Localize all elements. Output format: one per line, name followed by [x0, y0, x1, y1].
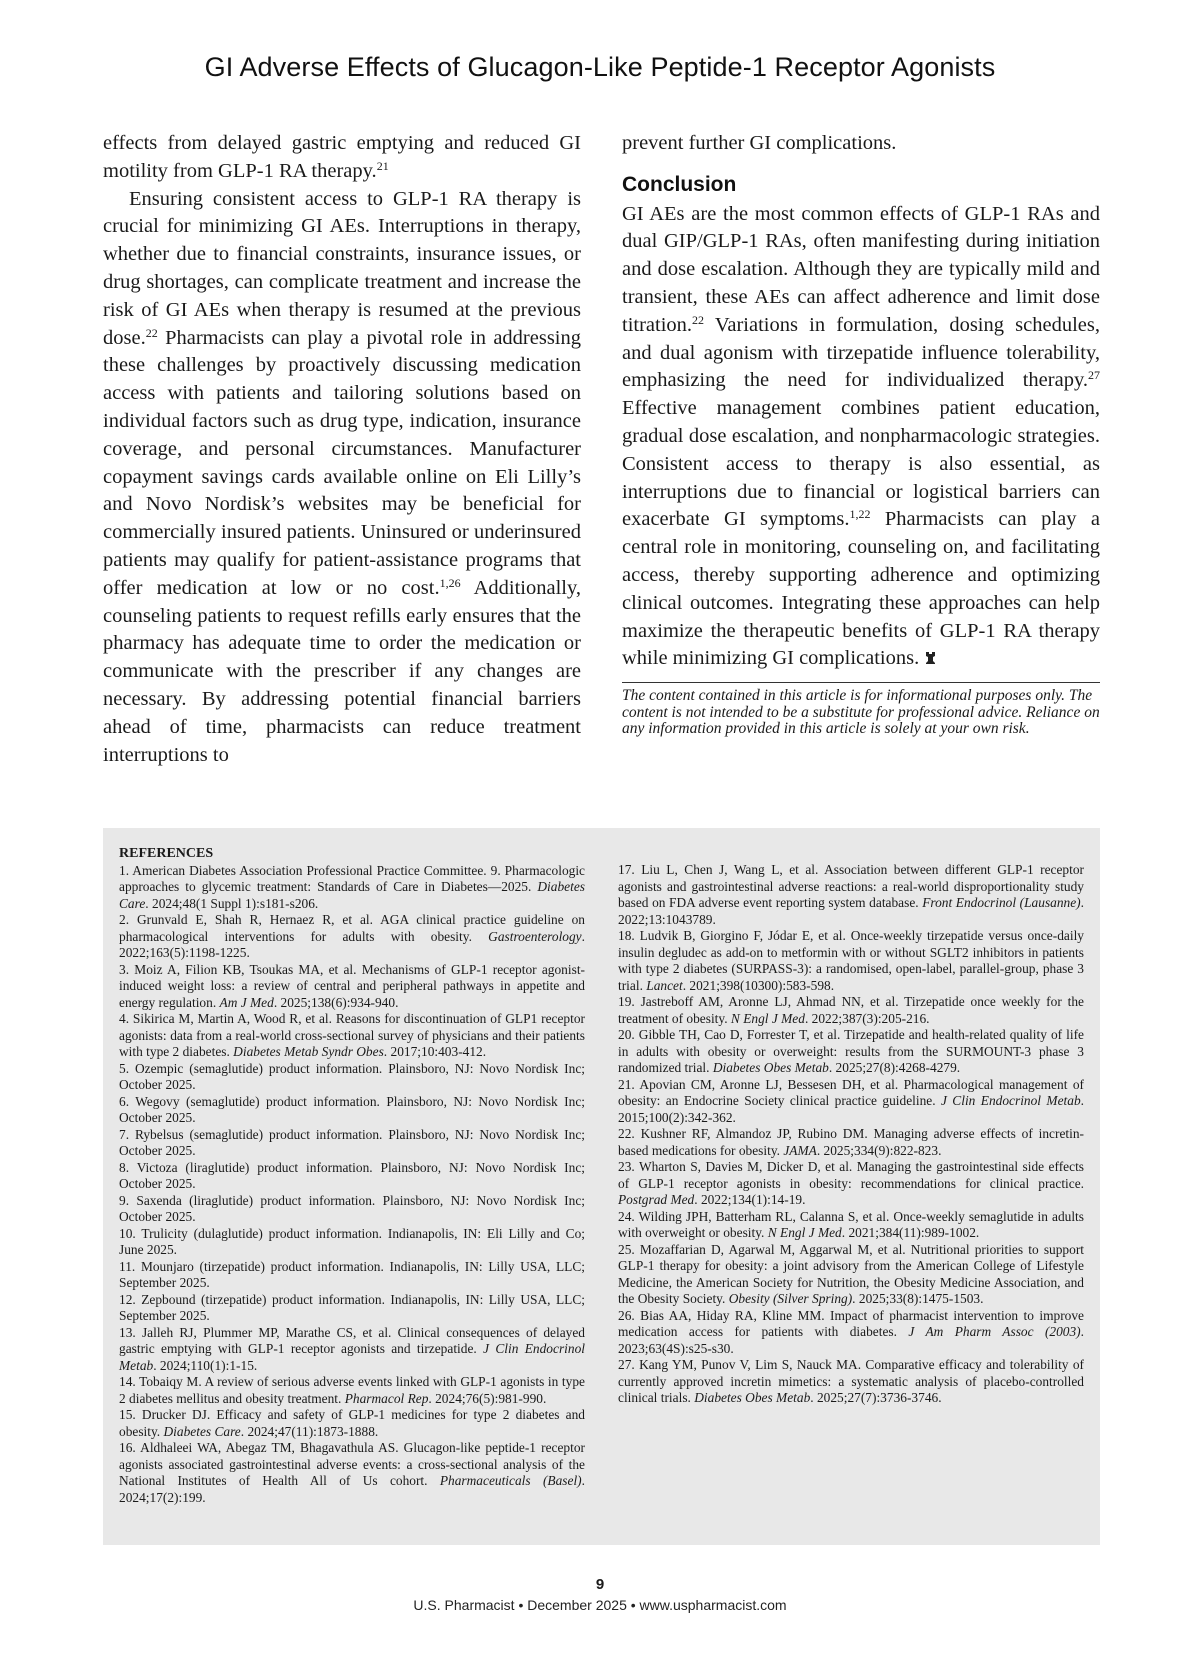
body-column-left [103, 130, 581, 769]
reference-item: 6. Wegovy (semaglutide) product information. Plainsboro, NJ: Novo Nordisk Inc; October 2025. [119, 1093, 585, 1125]
page-footer: U.S. Pharmacist • December 2025 • www.uspharmacist.com [413, 1597, 787, 1613]
reference-item: 2. Grunvald E, Shah R, Hernaez R, et al. AGA clinical practice guideline on pharmacological interventions for adults with obesity. Gastroenterology. 2022;163(5):1198-1225. [119, 912, 585, 960]
references-column-right [618, 862, 1084, 1407]
reference-item: 22. Kushner RF, Almandoz JP, Rubino DM. Managing adverse effects of incretin-based medications for obesity. JAMA. 2025;334(9):822-823. [618, 1126, 1084, 1158]
reference-item: 7. Rybelsus (semaglutide) product information. Plainsboro, NJ: Novo Nordisk Inc; October 2025. [119, 1126, 585, 1158]
reference-item: 21. Apovian CM, Aronne LJ, Bessesen DH, et al. Pharmacological management of obesity: an Endocrine Society clinical practice guideline. J Clin Endocrinol Metab. 2015;100(2):342-362. [618, 1076, 1084, 1125]
reference-item: 18. Ludvik B, Giorgino F, Jódar E, et al. Once-weekly tirzepatide versus once-daily insulin degludec as add-on to metformin with or without SGLT2 inhibitors in patients with type 2 diabetes (SURPASS-3): a randomised, open-label, parallel-group, phase 3 trial. Lancet. 2021;398(10300):583-598. [618, 928, 1084, 993]
paragraph-continued: effects from delayed gastric emptying and reduced GI motility from GLP-1 RA therapy.$^{21}$ [103, 132, 581, 182]
reference-item: 14. Tobaiqy M. A review of serious adverse events linked with GLP-1 agonists in type 2 diabetes mellitus and obesity treatment. Pharmacol Rep. 2024;76(5):981-990. [119, 1374, 585, 1406]
reference-item: 16. Aldhaleei WA, Abegaz TM, Bhagavathula AS. Glucagon-like peptide-1 receptor agonists associated gastrointestinal adverse events: a cross-sectional analysis of the National Institutes of Health All of Us cohort. Pharmaceuticals (Basel). 2024;17(2):199. [119, 1440, 585, 1505]
citation: 1,22 [849, 507, 871, 522]
reference-item: 24. Wilding JPH, Batterham RL, Calanna S, et al. Once-weekly semaglutide in adults with overweight or obesity. N Engl J Med. 2021;384(11):989-1002. [618, 1208, 1084, 1240]
reference-item: 1. American Diabetes Association Professional Practice Committee. 9. Pharmacologic approaches to glycemic treatment: Standards of Care in Diabetes—2025. Diabetes Care. 2024;48(1 Suppl 1):s181-s206. [119, 862, 585, 911]
reference-item: 10. Trulicity (dulaglutide) product information. Indianapolis, IN: Eli Lilly and Co; June 2025. [119, 1225, 585, 1257]
citation: 22 [692, 312, 705, 327]
reference-item: 4. Sikirica M, Martin A, Wood R, et al. Reasons for discontinuation of GLP1 receptor agonists: data from a real-world cross-sectional survey of physicians and their patients with type 2 diabetes. Diabetes Metab Syndr Obes. 2017;10:403-412. [119, 1011, 585, 1059]
references-column-left [119, 846, 585, 1506]
section-heading-conclusion: Conclusion [622, 172, 737, 196]
references-box [103, 828, 1100, 1545]
reference-item: 23. Wharton S, Davies M, Dicker D, et al. Managing the gastrointestinal side effects of GLP-1 receptor agonists in obesity: recommendations for clinical practice. Postgrad Med. 2022;134(1):14-19. [618, 1159, 1084, 1207]
page-number: 9 [595, 1576, 605, 1593]
citation: 1,26 [439, 575, 461, 590]
citation: 21 [376, 158, 389, 173]
reference-item: 25. Mozaffarian D, Agarwal M, Aggarwal M, et al. Nutritional priorities to support GLP-1 therapy for obesity: a joint advisory from the American College of Lifestyle Medicine, the American Society for Nutrition, the Obesity Medicine Association, and the Obesity Society. Obesity (Silver Spring). 2025;33(8):1475-1503. [618, 1241, 1084, 1306]
paragraph-end: prevent further GI complications. [622, 132, 897, 154]
citation: 22 [145, 325, 158, 340]
reference-item: 9. Saxenda (liraglutide) product information. Plainsboro, NJ: Novo Nordisk Inc; October 2025. [119, 1192, 585, 1224]
reference-item: 13. Jalleh RJ, Plummer MP, Marathe CS, et al. Clinical consequences of delayed gastric emptying with GLP-1 receptor agonists and tirzepatide. J Clin Endocrinol Metab. 2024;110(1):1-15. [119, 1324, 585, 1373]
reference-item: 17. Liu L, Chen J, Wang L, et al. Association between different GLP-1 receptor agonists and gastrointestinal adverse reactions: a real-world disproportionality study based on FDA adverse event reporting system database. Front Endocrinol (Lausanne). 2022;13:1043789. [618, 862, 1084, 927]
reference-item: 19. Jastreboff AM, Aronne LJ, Ahmad NN, et al. Tirzepatide once weekly for the treatment of obesity. N Engl J Med. 2022;387(3):205-216. [618, 994, 1084, 1026]
paragraph-conclusion: GI AEs are the most common effects of GLP-1 RAs and dual GIP/GLP-1 RAs, often manifesting during initiation and dose escalation. Although they are typically mild and transient, these AEs can affect adherence and limit dose titration.$^{22}$ Variations in formulation, dosing schedules, and dual agonism with tirzepatide influence tolerability, emphasizing the need for individualized therapy.$^{27}$ Effective management combines patient education, gradual dose escalation, and nonpharmacologic strategies. Consistent access to therapy is also essential, as interruptions due to financial or logistical barriers can exacerbate GI symptoms.$^{1,22}$ Pharmacists can play a central role in monitoring, counseling on, and facilitating access, thereby supporting adherence and optimizing clinical outcomes. Integrating these approaches can help maximize the therapeutic benefits of GLP-1 RA therapy while minimizing GI complications. [622, 202, 1100, 670]
body-column-right [622, 130, 1100, 738]
reference-item: 20. Gibble TH, Cao D, Forrester T, et al. Tirzepatide and health-related quality of life in adults with obesity or overweight: results from the SURMOUNT-3 phase 3 randomized trial. Diabetes Obes Metab. 2025;27(8):4268-4279. [618, 1027, 1084, 1075]
disclaimer: The content contained in this article is for informational purposes only. The content is not intended to be a substitute for professional advice. Reliance on any information provided in this article is solely at your own risk. [622, 682, 1100, 738]
reference-item: 27. Kang YM, Punov V, Lim S, Nauck MA. Comparative efficacy and tolerability of currently approved incretin mimetics: a systematic analysis of placebo-controlled clinical trials. Diabetes Obes Metab. 2025;27(7):3736-3746. [618, 1357, 1084, 1405]
paragraph-access: Ensuring consistent access to GLP-1 RA therapy is crucial for minimizing GI AEs. Interruptions in therapy, whether due to financial constraints, insurance issues, or drug shortages, can complicate treatment and increase the risk of GI AEs when therapy is resumed at the previous dose.$^{22}$ Pharmacists can play a pivotal role in addressing these challenges by proactively discussing medication access with patients and tailoring solutions based on individual factors such as drug type, indication, insurance coverage, and personal circumstances. Manufacturer copayment savings cards available online on Eli Lilly’s and Novo Nordisk’s websites may be beneficial for commercially insured patients. Uninsured or underinsured patients may qualify for patient-assistance programs that offer medication at low or no cost.$^{1,26}$ Additionally, counseling patients to request refills early ensures that the pharmacy has adequate time to order the medication or communicate with the prescriber if any changes are necessary. By addressing potential financial barriers ahead of time, pharmacists can reduce treatment interruptions to [103, 187, 581, 766]
reference-item: 12. Zepbound (tirzepatide) product information. Indianapolis, IN: Lilly USA, LLC; September 2025. [119, 1291, 585, 1323]
reference-item: 26. Bias AA, Hiday RA, Kline MM. Impact of pharmacist intervention to improve medication access for patients with diabetes. J Am Pharm Assoc (2003). 2023;63(4S):s25-s30. [618, 1307, 1084, 1356]
reference-item: 11. Mounjaro (tirzepatide) product information. Indianapolis, IN: Lilly USA, LLC; September 2025. [119, 1258, 585, 1290]
running-header: GI Adverse Effects of Glucagon-Like Peptide-1 Receptor Agonists [204, 52, 996, 82]
end-of-article-icon [925, 651, 936, 665]
reference-item: 5. Ozempic (semaglutide) product information. Plainsboro, NJ: Novo Nordisk Inc; October 2025. [119, 1060, 585, 1092]
references-title: REFERENCES [119, 846, 214, 861]
reference-item: 8. Victoza (liraglutide) product information. Plainsboro, NJ: Novo Nordisk Inc; October 2025. [119, 1159, 585, 1191]
reference-item: 15. Drucker DJ. Efficacy and safety of GLP-1 medicines for type 2 diabetes and obesity. Diabetes Care. 2024;47(11):1873-1888. [119, 1407, 585, 1439]
reference-item: 3. Moiz A, Filion KB, Tsoukas MA, et al. Mechanisms of GLP-1 receptor agonist-induced weight loss: a review of central and peripheral pathways in appetite and energy regulation. Am J Med. 2025;138(6):934-940. [119, 961, 585, 1010]
citation: 27 [1088, 368, 1100, 383]
